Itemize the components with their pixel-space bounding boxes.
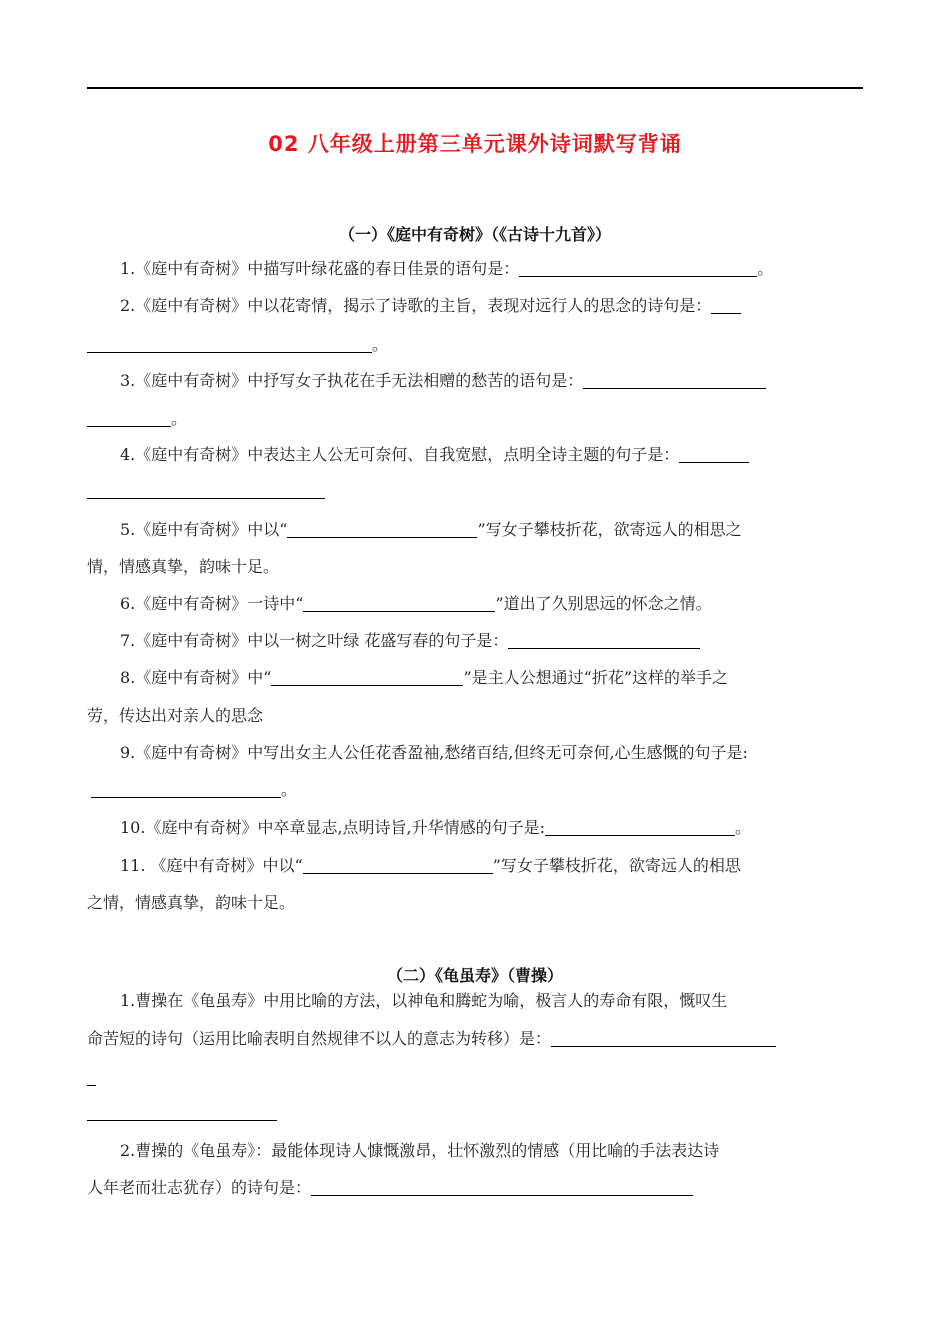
section-1-heading: （一）《庭中有奇树》（《古诗十九首》） xyxy=(338,225,611,244)
question-1-9 xyxy=(120,742,863,764)
question-text: 7.《庭中有奇树》中以一树之叶绿 花盛写春的句子是： xyxy=(120,631,509,650)
question-text: 9.《庭中有奇树》中写出女主人公任花香盈袖,愁绪百结,但终无可奈何,心生感慨的句子是: xyxy=(120,743,748,762)
answer-blank[interactable] xyxy=(87,1085,96,1086)
question-1-8-cont: 劳，传达出对亲人的思念 xyxy=(87,706,264,725)
period: 。 xyxy=(281,780,298,799)
question-1-10 xyxy=(120,817,863,839)
question-text: 10.《庭中有奇树》中卒章显志,点明诗旨,升华情感的句子是: xyxy=(120,818,546,837)
question-1-3 xyxy=(120,370,863,392)
question-2-1: 1.曹操在《龟虽寿》中用比喻的方法，以神龟和腾蛇为喻，极言人的寿命有限，慨叹生 xyxy=(120,991,728,1010)
answer-blank[interactable] xyxy=(519,258,757,277)
answer-blank[interactable] xyxy=(545,817,735,836)
question-1-4 xyxy=(120,444,863,466)
question-text: 4.《庭中有奇树》中表达主人公无可奈何、自我宽慰，点明全诗主题的句子是： xyxy=(120,445,680,464)
question-1-9-cont xyxy=(87,779,863,801)
question-2-2: 2.曹操的《龟虽寿》：最能体现诗人慷慨激昂，壮怀激烈的情感（用比喻的手法表达诗 xyxy=(120,1141,720,1160)
question-text: 3.《庭中有奇树》中抒写女子执花在手无法相赠的愁苦的语句是： xyxy=(120,371,584,390)
answer-blank[interactable] xyxy=(271,667,463,686)
period: 。 xyxy=(372,335,389,354)
question-1-2-cont xyxy=(87,334,863,356)
answer-blank[interactable] xyxy=(303,593,495,612)
answer-blank[interactable] xyxy=(583,370,766,389)
question-1-5 xyxy=(120,519,863,541)
answer-blank[interactable] xyxy=(87,408,171,427)
question-1-5-cont: 情，情感真挚，韵味十足。 xyxy=(87,557,280,576)
answer-blank[interactable] xyxy=(508,630,700,649)
period: 。 xyxy=(757,259,774,278)
question-text: ”写女子攀枝折花，欲寄远人的相思 xyxy=(492,856,741,875)
question-text: 人年老而壮志犹存）的诗句是： xyxy=(87,1178,312,1197)
question-text: 1.《庭中有奇树》中描写叶绿花盛的春日佳景的语句是： xyxy=(120,259,520,278)
question-1-11-cont: 之情，情感真挚，韵味十足。 xyxy=(87,893,296,912)
answer-blank[interactable] xyxy=(87,498,325,499)
answer-blank[interactable] xyxy=(87,334,372,353)
page-title: 02 八年级上册第三单元课外诗词默写背诵 xyxy=(268,132,682,156)
period: 。 xyxy=(171,409,188,428)
question-1-8 xyxy=(120,667,863,689)
question-1-3-cont xyxy=(87,408,863,430)
question-text: 11. 《庭中有奇树》中以“ xyxy=(120,856,303,875)
answer-blank[interactable] xyxy=(311,1177,693,1196)
question-1-1 xyxy=(120,258,863,280)
question-text: 5.《庭中有奇树》中以“ xyxy=(120,520,288,539)
header-rule xyxy=(87,87,863,89)
answer-blank[interactable] xyxy=(87,1120,277,1121)
question-2-2-cont xyxy=(87,1177,863,1199)
question-text: ”是主人公想通过“折花”这样的举手之 xyxy=(463,668,728,687)
answer-blank[interactable] xyxy=(551,1028,776,1047)
period: 。 xyxy=(735,818,752,837)
answer-blank[interactable] xyxy=(91,779,281,798)
answer-blank[interactable] xyxy=(287,519,477,538)
question-text: 命苦短的诗句（运用比喻表明自然规律不以人的意志为转移）是： xyxy=(87,1029,552,1048)
question-1-6 xyxy=(120,593,863,615)
question-text: 6.《庭中有奇树》一诗中“ xyxy=(120,594,304,613)
question-text: ”写女子攀枝折花，欲寄远人的相思之 xyxy=(477,520,742,539)
question-1-11 xyxy=(120,855,863,877)
answer-blank[interactable] xyxy=(711,295,741,314)
answer-blank[interactable] xyxy=(303,855,493,874)
question-text: 2.《庭中有奇树》中以花寄情，揭示了诗歌的主旨，表现对远行人的思念的诗句是： xyxy=(120,296,712,315)
answer-blank[interactable] xyxy=(679,444,749,463)
section-2-heading: （二）《龟虽寿》（曹操） xyxy=(386,966,563,985)
question-text: 8.《庭中有奇树》中“ xyxy=(120,668,272,687)
question-text: ”道出了久别思远的怀念之情。 xyxy=(495,594,712,613)
question-2-1-cont xyxy=(87,1028,863,1050)
question-1-7 xyxy=(120,630,863,652)
question-1-2 xyxy=(120,295,863,317)
